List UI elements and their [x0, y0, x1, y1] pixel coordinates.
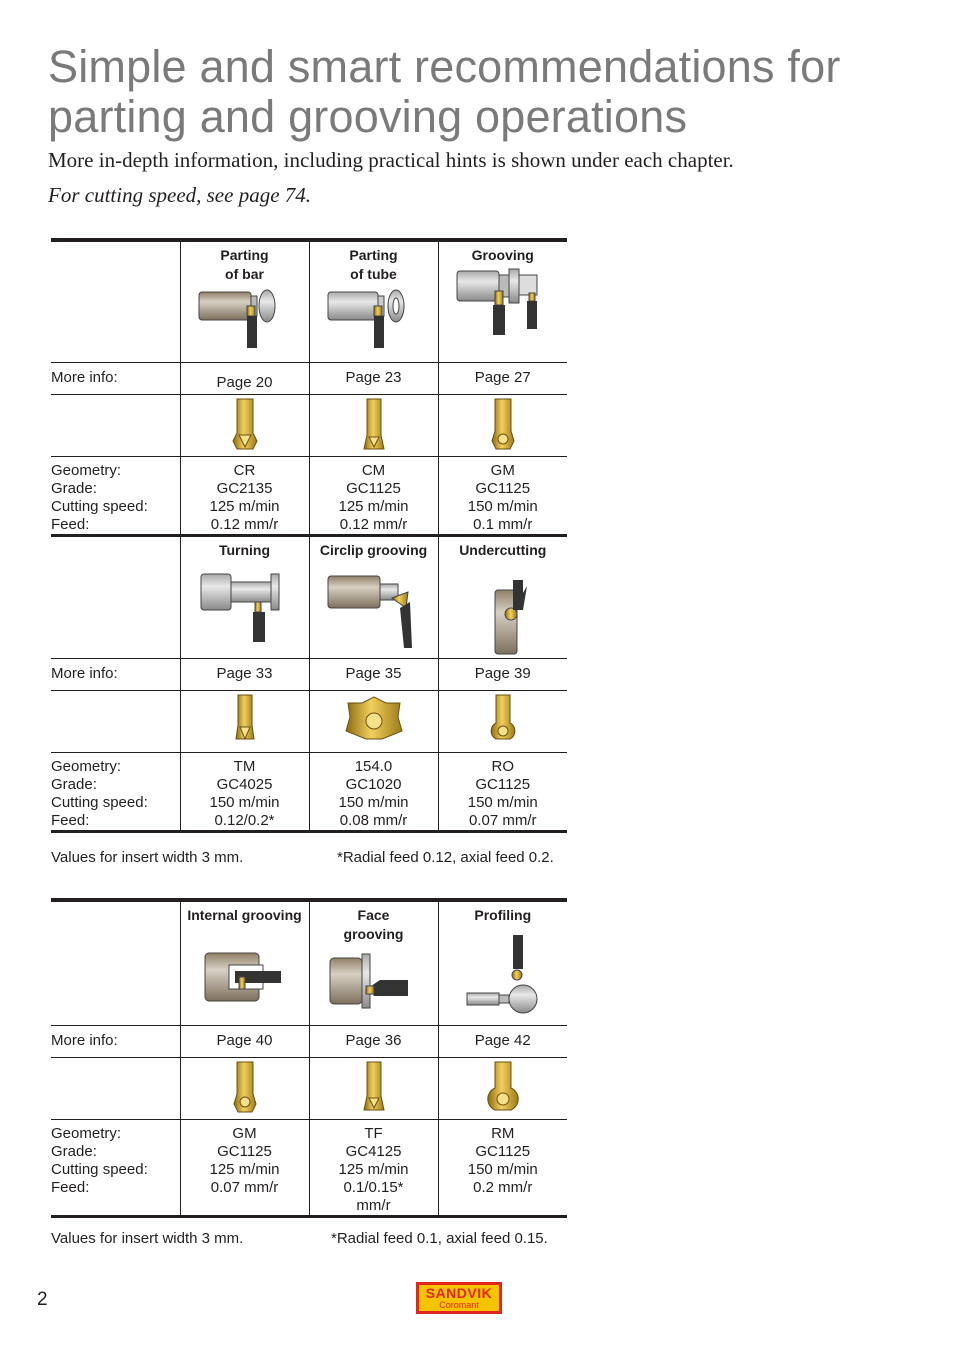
page-title: Simple and smart recommendations for parting and grooving operations — [48, 41, 841, 142]
feed-label: Feed: — [51, 1179, 90, 1196]
geometry-value: TF — [364, 1125, 383, 1142]
feed-value: 0.12/0.2* — [214, 812, 275, 829]
operation-header-row — [51, 902, 567, 1026]
op-name: Profiling — [474, 907, 532, 923]
speed-value: 125 m/min — [209, 1161, 280, 1178]
footnote-feed: *Radial feed 0.1, axial feed 0.15. — [331, 1230, 548, 1247]
tm-insert-icon — [230, 691, 260, 749]
feed-label: Feed: — [51, 812, 90, 829]
speed-value: 150 m/min — [467, 498, 538, 515]
more-info-label: More info: — [51, 369, 118, 386]
cutting-speed-label: Cutting speed: — [51, 498, 148, 515]
page-link[interactable]: Page 36 — [345, 1032, 402, 1049]
grade-value: GC1125 — [475, 480, 531, 497]
parting-tube-illustration — [324, 284, 424, 356]
cutting-speed-label: Cutting speed: — [51, 1161, 148, 1178]
op-name: Parting of bar — [220, 247, 269, 282]
page-link[interactable]: Page 20 — [216, 374, 273, 391]
grade-value: GC4125 — [345, 1143, 402, 1160]
rm-insert-icon — [486, 1058, 520, 1116]
grade-label: Grade: — [51, 776, 97, 793]
geometry-label: Geometry: — [51, 462, 122, 479]
op-name: Undercutting — [459, 542, 547, 558]
op-name: Parting of tube — [349, 247, 398, 282]
feed-value: 0.1/0.15* mm/r — [343, 1179, 404, 1214]
grooving-illustration — [453, 265, 553, 337]
undercutting-illustration — [453, 568, 553, 658]
recommendation-table-2 — [51, 898, 567, 1218]
grade-value: GC2135 — [216, 480, 273, 497]
page-link[interactable]: Page 23 — [345, 369, 402, 386]
operation-header-row — [51, 242, 567, 363]
geometry-value: GM — [490, 462, 515, 479]
profiling-illustration — [453, 925, 553, 1025]
geometry-value: GM — [232, 1125, 257, 1142]
speed-value: 125 m/min — [338, 498, 409, 515]
cutting-speed-label: Cutting speed: — [51, 794, 148, 811]
circlip-grooving-illustration — [324, 568, 424, 658]
more-info-label: More info: — [51, 1032, 118, 1049]
tf-insert-icon — [359, 1058, 389, 1116]
footnote-feed: *Radial feed 0.12, axial feed 0.2. — [337, 849, 554, 866]
speed-value: 150 m/min — [338, 794, 409, 811]
sandvik-coromant-logo — [416, 1282, 502, 1314]
grade-value: GC1020 — [345, 776, 402, 793]
speed-value: 150 m/min — [467, 1161, 538, 1178]
parting-bar-illustration — [195, 284, 295, 356]
geometry-value: CR — [233, 462, 256, 479]
grade-label: Grade: — [51, 480, 97, 497]
ro-insert-icon — [488, 691, 518, 749]
gm-insert-icon — [488, 395, 518, 453]
footnote-insert-width: Values for insert width 3 mm. — [51, 849, 244, 866]
page-link[interactable]: Page 35 — [345, 665, 402, 682]
grade-value: GC1125 — [217, 1143, 272, 1160]
turning-illustration — [195, 568, 295, 658]
page-link[interactable]: Page 33 — [216, 665, 273, 682]
feed-value: 0.07 mm/r — [468, 812, 537, 829]
feed-value: 0.08 mm/r — [339, 812, 408, 829]
page-number: 2 — [37, 1289, 48, 1310]
grade-value: GC4025 — [216, 776, 273, 793]
cr-insert-icon — [230, 395, 260, 453]
geometry-value: TM — [233, 758, 256, 775]
geometry-value: CM — [361, 462, 386, 479]
op-name: Grooving — [471, 247, 534, 263]
logo-sub: Coromant — [439, 1300, 479, 1310]
op-name: Turning — [218, 542, 271, 558]
page-link[interactable]: Page 42 — [474, 1032, 531, 1049]
circlip-insert-icon — [342, 691, 406, 749]
operation-header-row — [51, 536, 567, 659]
logo-brand: SANDVIK — [425, 1285, 493, 1301]
page-link[interactable]: Page 40 — [216, 1032, 273, 1049]
cm-insert-icon — [359, 395, 389, 453]
feed-label: Feed: — [51, 516, 90, 533]
op-name: Internal grooving — [187, 907, 302, 923]
speed-value: 125 m/min — [209, 498, 280, 515]
speed-value: 125 m/min — [338, 1161, 409, 1178]
geometry-value: 154.0 — [354, 758, 393, 775]
feed-value: 0.12 mm/r — [210, 516, 279, 533]
gm-insert-icon — [230, 1058, 260, 1116]
intro-text: More in-depth information, including practical hints is shown under each chapter. — [48, 148, 734, 172]
cutting-speed-note: For cutting speed, see page 74. — [48, 183, 312, 207]
face-grooving-illustration — [324, 948, 424, 1020]
geometry-value: RM — [491, 1125, 515, 1142]
grade-label: Grade: — [51, 1143, 97, 1160]
more-info-label: More info: — [51, 665, 118, 682]
recommendation-table-1 — [51, 238, 567, 833]
feed-value: 0.1 mm/r — [473, 516, 533, 533]
speed-value: 150 m/min — [467, 794, 538, 811]
geometry-label: Geometry: — [51, 1125, 122, 1142]
page-link[interactable]: Page 39 — [474, 665, 531, 682]
geometry-value: RO — [491, 758, 514, 775]
feed-value: 0.12 mm/r — [339, 516, 408, 533]
grade-value: GC1125 — [475, 776, 531, 793]
grade-value: GC1125 — [475, 1143, 531, 1160]
geometry-label: Geometry: — [51, 758, 122, 775]
op-name: Face grooving — [343, 907, 404, 942]
page-link[interactable]: Page 27 — [474, 369, 531, 386]
feed-value: 0.2 mm/r — [473, 1179, 533, 1196]
speed-value: 150 m/min — [209, 794, 280, 811]
grade-value: GC1125 — [346, 480, 401, 497]
internal-grooving-illustration — [195, 947, 295, 1019]
feed-value: 0.07 mm/r — [210, 1179, 279, 1196]
footnote-insert-width: Values for insert width 3 mm. — [51, 1230, 244, 1247]
op-name: Circlip grooving — [319, 542, 428, 558]
